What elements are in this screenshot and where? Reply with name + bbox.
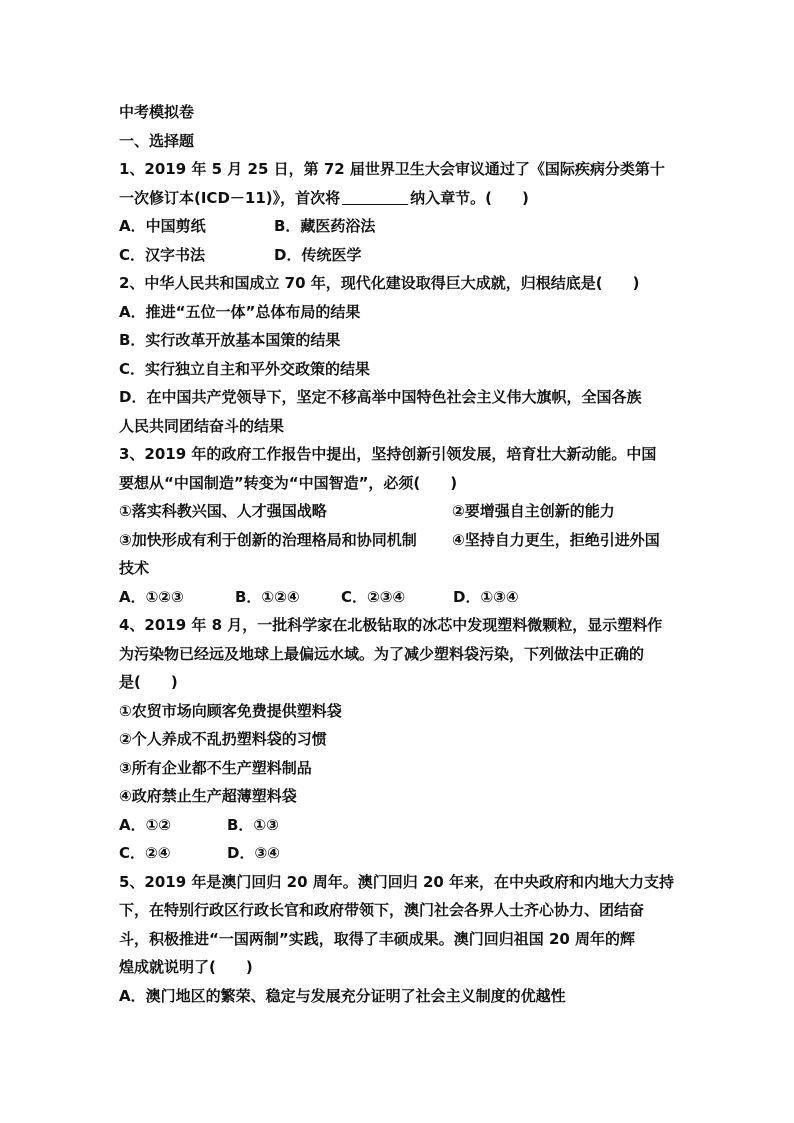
question-5-stem-line-2: 下，在特别行政区行政长官和政府带领下，澳门社会各界人士齐心协力、团结奋 [119,901,645,919]
question-3-stem-line-2: 要想从“中国制造”转变为“中国智造”，必须( ) [119,473,458,492]
option-b: B．实行改革开放基本国策的结果 [119,331,341,349]
question-3-items-row-2 [119,526,679,555]
statement-3: ③加快形成有利于创新的治理格局和协同机制 [119,530,417,549]
statement-4: ④坚持自力更生，拒绝引进外国 [452,530,660,549]
question-5-stem-line-1: 5、2019 年是澳门回归 20 周年。澳门回归 20 年来，在中央政府和内地大力支持 [119,872,675,891]
question-4-options-row-2 [119,839,679,868]
page-title: 中考模拟卷 [119,103,195,121]
section-heading: 一、选择题 [119,131,195,150]
exam-content [119,98,679,1010]
option-a: A．中国剪纸 [119,217,206,235]
question-1-options-row-1 [119,212,679,241]
question-5-stem-line-4: 煌成就说明了( ) [119,958,253,976]
question-3-items-row-1 [119,497,679,526]
option-d: D．传统医学 [274,245,362,264]
question-2-stem: 2、中华人民共和国成立 70 年，现代化建设取得巨大成就，归根结底是( ) [119,274,640,292]
option-a: A．①② [119,815,172,834]
option-c: C．汉字书法 [119,245,206,264]
question-1-options-row-2 [119,241,679,270]
statement-3: ③所有企业都不生产塑料制品 [119,758,312,777]
statement-1: ①农贸市场向顾客免费提供塑料袋 [119,701,342,720]
question-4-options-row-1 [119,811,679,840]
question-3-options [119,583,679,612]
statement-4: ④政府禁止生产超薄塑料袋 [119,787,297,805]
option-b: B．①③ [227,815,279,834]
question-4-stem-line-3: 是( ) [119,673,178,691]
question-5-stem-line-3: 斗，积极推进“一国两制”实践，取得了丰硕成果。澳门回归祖国 20 周年的辉 [119,929,636,948]
question-1-stem-line-2 [119,184,679,213]
question-4-stem-line-2: 为污染物已经远及地球上最偏远水域。为了减少塑料袋污染，下列做法中正确的 [119,644,645,663]
option-a: A．澳门地区的繁荣、稳定与发展充分证明了社会主义制度的优越性 [119,986,566,1005]
question-1-stem-line-1: 1、2019 年 5 月 25 日，第 72 届世界卫生大会审议通过了《国际疾病分类第十 [119,160,665,178]
question-1-stem-part: 一次修订本(ICD－11)》，首次将 [119,188,341,207]
option-c: C．②③④ [341,587,406,606]
question-3-stem-line-1: 3、2019 年的政府工作报告中提出，坚持创新引领发展，培育壮大新动能。中国 [119,445,657,463]
question-4-stem-line-1: 4、2019 年 8 月，一批科学家在北极钻取的冰芯中发现塑料微颗粒，显示塑料作 [119,616,663,634]
statement-2: ②个人养成不乱扔塑料袋的习惯 [119,730,327,748]
option-c: C．实行独立自主和平外交政策的结果 [119,359,371,378]
statement-2: ②要增强自主创新的能力 [452,502,615,520]
question-1-stem-tail: 纳入章节。( ) [410,188,529,207]
statement-1: ①落实科教兴国、人才强国战略 [119,502,327,520]
option-d-continued: 人民共同团结奋斗的结果 [119,416,285,435]
option-d: D．在中国共产党领导下，坚定不移高举中国特色社会主义伟大旗帜，全国各族 [119,388,642,406]
option-d: D．③④ [227,844,280,862]
option-c: C．②④ [119,844,171,862]
option-b: B．藏医药浴法 [274,217,376,235]
option-b: B．①②④ [235,587,300,606]
option-a: A．①②③ [119,587,184,606]
answer-blank [342,188,408,205]
option-d: D．①③④ [453,587,519,606]
option-a: A．推进“五位一体”总体布局的结果 [119,302,361,321]
statement-4-continued: 技术 [119,559,150,577]
